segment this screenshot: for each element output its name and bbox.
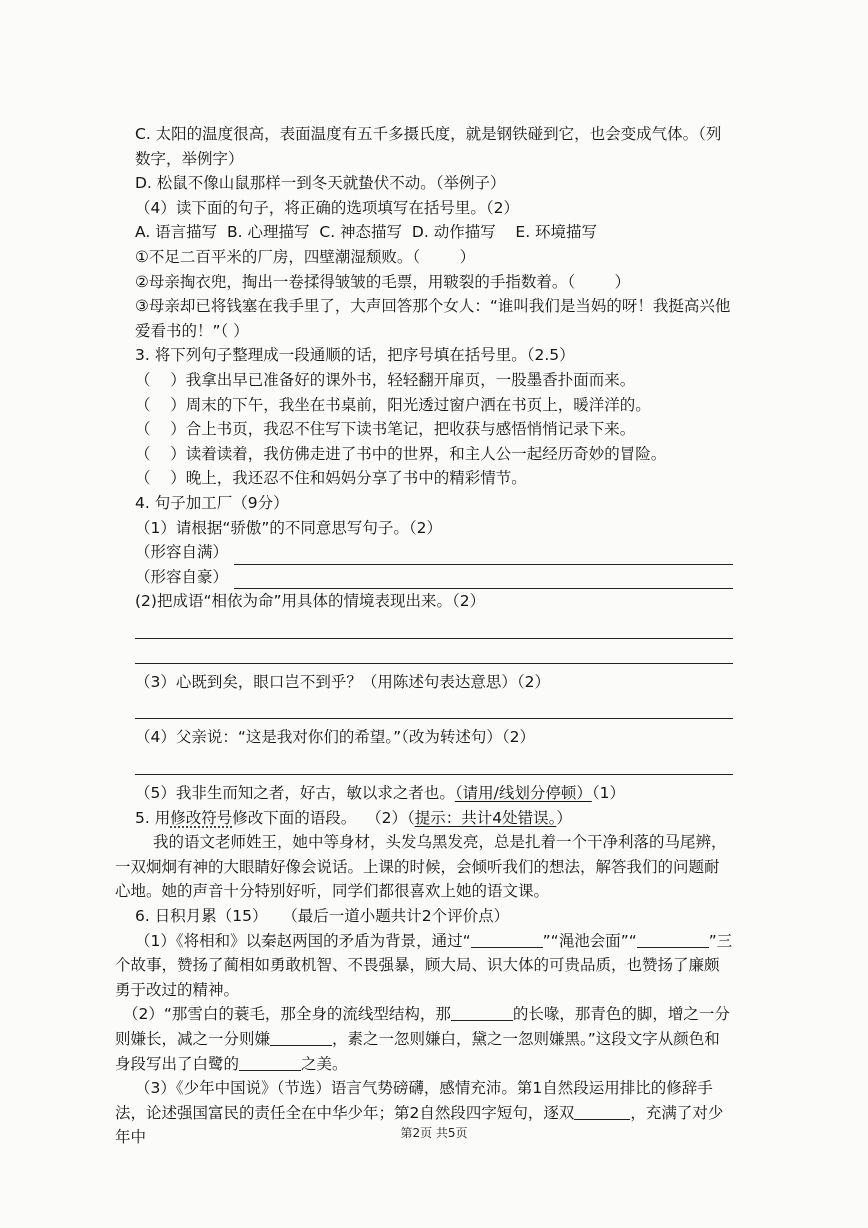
answer-line[interactable] (135, 750, 733, 775)
q6-1-text-a: （1）《将相和》以秦赵两国的矛盾为背景，通过“ (135, 931, 471, 950)
answer-line[interactable] (135, 639, 733, 664)
option-d: D. 松鼠不像山鼠那样一到冬天就蛰伏不动。（举例子） (135, 174, 506, 193)
q6-2-text-b: 的长喙，那青色的脚，增之一分则嫌长，减之一分则嫌 (115, 1005, 730, 1048)
workshop-q2: (2)把成语“相依为命”用具体的情境表现出来。（2） (135, 592, 486, 611)
q6-3-text-b: ，充满了对少年中 (115, 1103, 724, 1147)
workshop-q5 (115, 781, 733, 806)
answer-line[interactable] (135, 614, 733, 639)
order-item: （ ）周末的下午，我坐在书桌前，阳光透过窗户洒在书页上，暖洋洋的。 (135, 395, 651, 414)
blank[interactable] (270, 1030, 332, 1046)
question-6-part-2 (115, 1002, 733, 1076)
label-zihao: （形容自豪） (135, 567, 229, 586)
question-6-part-1 (115, 929, 733, 1003)
order-item: （ ）合上书页，我忍不住写下读书笔记，把收获与感悟悄悄记录下来。 (135, 420, 636, 439)
q6-1-text-b: ”“渑池会面”“ (542, 931, 637, 950)
blank[interactable] (574, 1104, 630, 1120)
order-item: （ ）我拿出早已准备好的课外书，轻轻翻开扉页，一股墨香扑面而来。 (135, 370, 636, 389)
question-4-item-1: ①不足二百平米的厂房，四壁潮湿颓败。（ ） (135, 247, 476, 266)
question-4-item-3: ③母亲却已将钱塞在我手里了，大声回答那个女人：“谁叫我们是当妈的呀！我挺高兴他爱看书的！”（ ） (135, 297, 731, 340)
question-5-mid: 修改下面的语段。 （2）（ (232, 808, 415, 827)
q6-2-text-d: 之美。 (301, 1054, 348, 1073)
blank[interactable] (451, 1005, 513, 1021)
workshop-q3: （3）心既到矣，眼口岂不到乎？（用陈述句表达意思）（2） (135, 672, 550, 691)
blank[interactable] (637, 932, 709, 948)
workshop-q5-hint: （请用/线划分停顿） (454, 784, 592, 803)
option-c: C. 太阳的温度很高，表面温度有五千多摄氏度，就是钢铁碰到它，也会变成气体。（列数字，举例字） (135, 125, 722, 168)
question-5-suffix: ） (556, 808, 572, 827)
question-4-title: （4）读下面的句子，将正确的选项填写在括号里。（2） (135, 198, 519, 217)
q6-1-text-c: ”三个故事，赞扬了蔺相如勇敢机智、不畏强暴，顾大局、识大体的可贵品质，也赞扬了廉颇勇于改过的精神。 (115, 931, 733, 999)
blank[interactable] (239, 1055, 301, 1071)
answer-line[interactable] (234, 548, 733, 565)
blank[interactable] (471, 932, 543, 948)
question-4-item-2: ②母亲掏衣兜，掏出一卷揉得皱皱的毛票，用皲裂的手指数着。（ ） (135, 272, 631, 291)
workshop-q5-text: （5）我非生而知之者，好古，敏以求之者也。 (135, 784, 455, 803)
question-4-options: A. 语言描写 B. 心理描写 C. 神态描写 D. 动作描写 E. 环境描写 (135, 223, 598, 242)
question-5-paragraph: 我的语文老师姓王，她中等身材，头发乌黑发亮，总是扎着一个干净利落的马尾辨，一双炯炯有神的大眼睛好像会说话。上课的时候，会倾听我们的想法，解答我们的问题耐心地。她的声音十分特别好听，同学们都很喜欢上她的语文课。 (115, 833, 727, 901)
question-3-title: 3. 将下列句子整理成一段通顺的话，把序号填在括号里。（2.5） (135, 346, 575, 365)
q6-2-text-a: （2）“那雪白的蓑毛，那全身的流线型结构，那 (123, 1005, 451, 1024)
order-item: （ ）读着读着，我仿佛走进了书中的世界，和主人公一起经历奇妙的冒险。 (135, 444, 667, 463)
answer-row-zimang (115, 540, 733, 565)
order-item: （ ）晚上，我还忍不住和妈妈分享了书中的精彩情节。 (135, 469, 527, 488)
q6-3-text-a: （3）《少年中国说》（节选）语言气势磅礴，感情充沛。第1自然段运用排比的修辞手法，论述强国富民的责任全在中华少年；第2自然段四字短句，逐双 (115, 1079, 713, 1122)
question-5-emphasis: 修改符号 (170, 808, 233, 827)
sentence-workshop-title: 4. 句子加工厂（9分） (135, 493, 289, 512)
workshop-q4: （4）父亲说：“这是我对你们的希望。”（改为转述句）（2） (135, 728, 536, 747)
page-content (115, 122, 733, 1150)
workshop-q1: （1）请根据“骄傲”的不同意思写句子。（2） (135, 518, 443, 537)
question-5-hint: 提示：共计4处错误。 (414, 808, 557, 827)
page-footer: 第2页 共5页 (400, 1126, 468, 1140)
answer-line[interactable] (234, 572, 733, 589)
answer-line[interactable] (135, 694, 733, 719)
question-5-prefix: 5. 用 (135, 808, 171, 827)
q6-2-text-c: ，素之一忽则嫌白，黛之一忽则嫌黑。”这段文字从颜色和身段写出了白鹭的 (115, 1030, 720, 1073)
answer-row-zihao (115, 565, 733, 590)
workshop-q5-score: （1） (591, 784, 625, 803)
question-6-title: 6. 日积月累（15） （最后一道小题共计2个评价点） (135, 907, 510, 926)
question-5-title (115, 806, 733, 831)
label-zimang: （形容自满） (135, 543, 229, 562)
